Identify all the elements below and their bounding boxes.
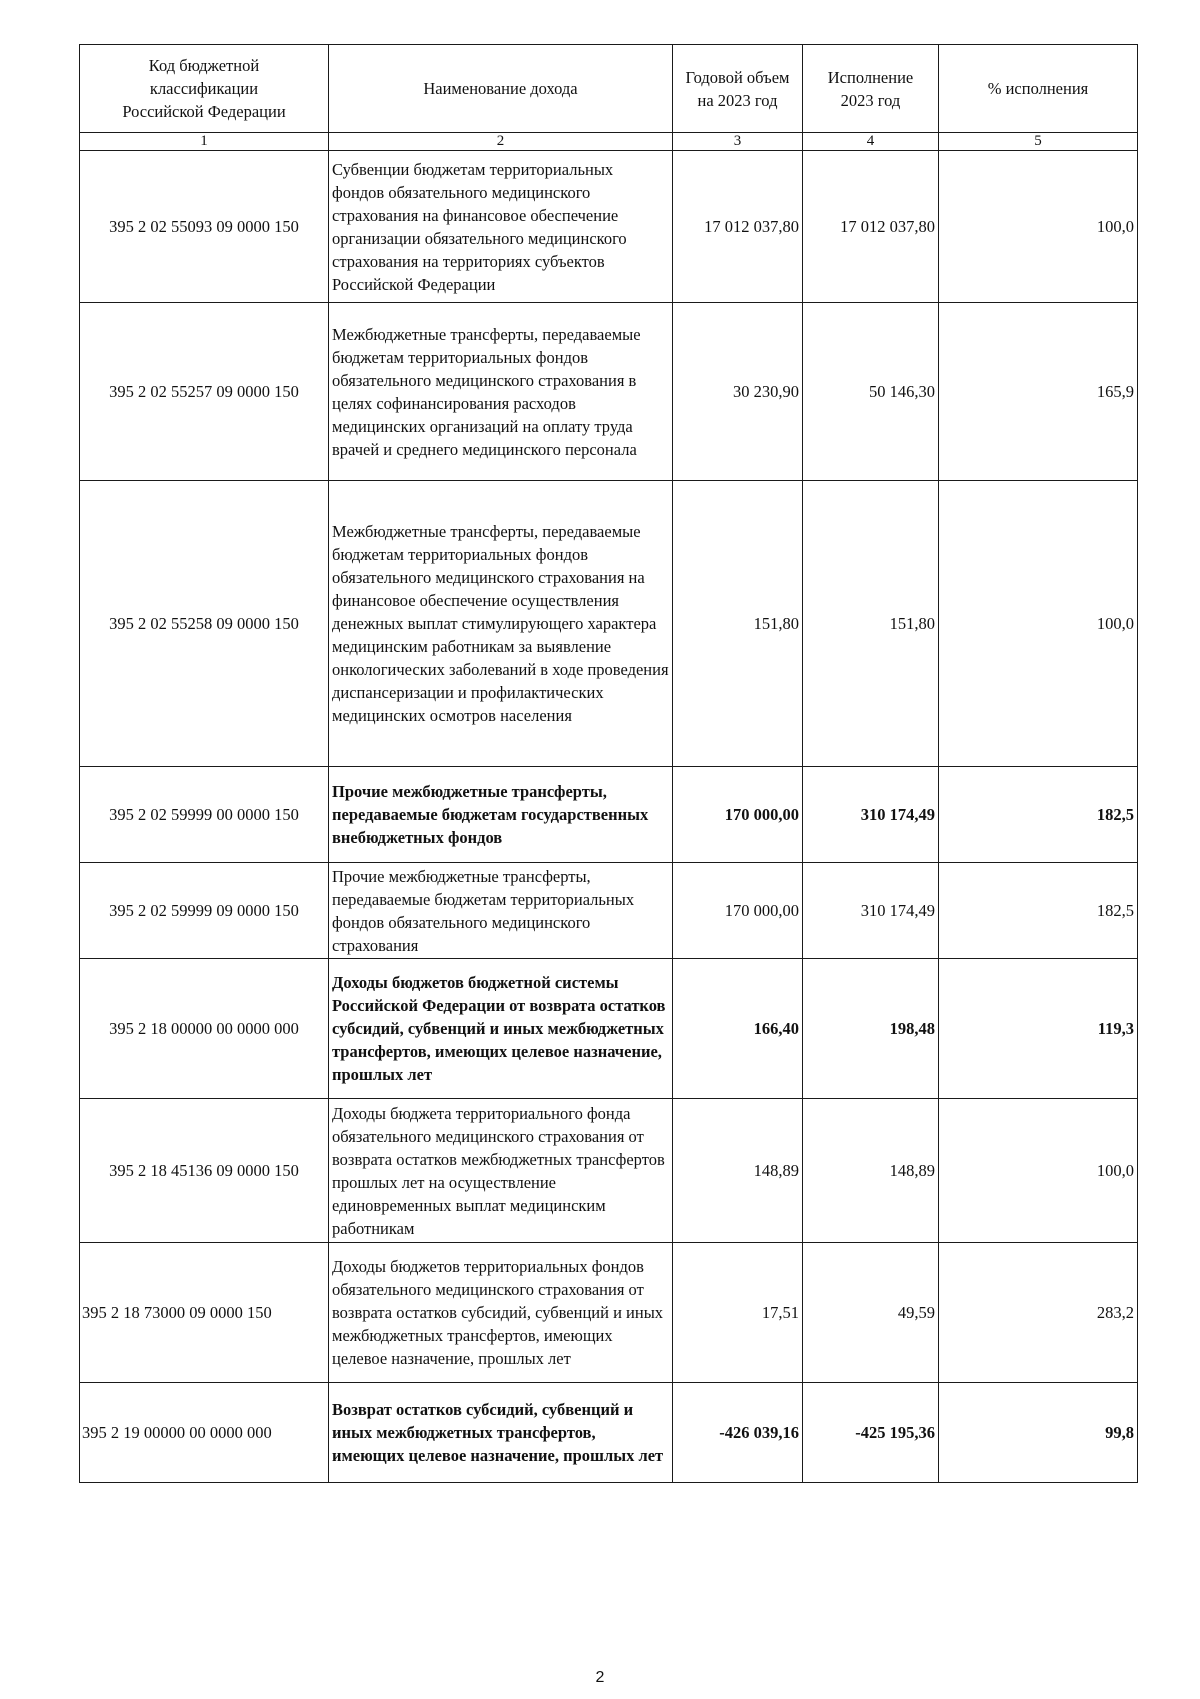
table-row	[80, 1243, 1138, 1383]
row-plan: -426 039,16	[673, 1383, 803, 1483]
row-fact: 148,89	[803, 1099, 939, 1243]
row-percent: 283,2	[939, 1243, 1138, 1383]
row-code: 395 2 02 55258 09 0000 150	[80, 481, 329, 767]
row-plan: 166,40	[673, 959, 803, 1099]
row-fact: 198,48	[803, 959, 939, 1099]
header-fact: Исполнение 2023 год	[803, 45, 939, 133]
row-percent: 182,5	[939, 863, 1138, 959]
row-fact: -425 195,36	[803, 1383, 939, 1483]
page-number: 2	[595, 1669, 605, 1686]
row-name: Прочие межбюджетные трансферты, передаваемые бюджетам территориальных фондов обязательного медицинского страхования	[329, 863, 673, 959]
row-percent: 165,9	[939, 303, 1138, 481]
row-name: Доходы бюджетов территориальных фондов обязательного медицинского страхования от возврата остатков субсидий, субвенций и иных межбюджетных трансфертов, имеющих целевое назначение, прошлых лет	[329, 1243, 673, 1383]
row-plan: 170 000,00	[673, 767, 803, 863]
row-code: 395 2 18 45136 09 0000 150	[80, 1099, 329, 1243]
header-plan: Годовой объем на 2023 год	[673, 45, 803, 133]
table-row	[80, 767, 1138, 863]
row-fact: 50 146,30	[803, 303, 939, 481]
row-name: Возврат остатков субсидий, субвенций и иных межбюджетных трансфертов, имеющих целевое назначение, прошлых лет	[329, 1383, 673, 1483]
row-plan: 17,51	[673, 1243, 803, 1383]
column-number: 4	[803, 133, 939, 151]
row-code: 395 2 18 73000 09 0000 150	[80, 1243, 329, 1383]
header-percent: % исполнения	[939, 45, 1138, 133]
row-code: 395 2 02 55257 09 0000 150	[80, 303, 329, 481]
row-code: 395 2 19 00000 00 0000 000	[80, 1383, 329, 1483]
row-fact: 310 174,49	[803, 767, 939, 863]
row-percent: 100,0	[939, 481, 1138, 767]
column-number: 2	[329, 133, 673, 151]
table-row	[80, 481, 1138, 767]
row-name: Доходы бюджета территориального фонда обязательного медицинского страхования от возврата остатков межбюджетных трансфертов прошлых лет на осуществление единовременных выплат медицинским работникам	[329, 1099, 673, 1243]
table-row	[80, 1383, 1138, 1483]
table-row	[80, 959, 1138, 1099]
row-percent: 100,0	[939, 151, 1138, 303]
header-name: Наименование дохода	[329, 45, 673, 133]
row-fact: 310 174,49	[803, 863, 939, 959]
row-percent: 119,3	[939, 959, 1138, 1099]
row-plan: 30 230,90	[673, 303, 803, 481]
row-fact: 151,80	[803, 481, 939, 767]
row-plan: 17 012 037,80	[673, 151, 803, 303]
row-plan: 148,89	[673, 1099, 803, 1243]
row-name: Доходы бюджетов бюджетной системы Российской Федерации от возврата остатков субсидий, субвенций и иных межбюджетных трансфертов, имеющих целевое назначение, прошлых лет	[329, 959, 673, 1099]
row-percent: 100,0	[939, 1099, 1138, 1243]
row-code: 395 2 02 59999 00 0000 150	[80, 767, 329, 863]
row-plan: 170 000,00	[673, 863, 803, 959]
row-percent: 99,8	[939, 1383, 1138, 1483]
budget-income-table	[79, 44, 1138, 1483]
row-name: Субвенции бюджетам территориальных фондов обязательного медицинского страхования на финансовое обеспечение организации обязательного медицинского страхования на территориях субъектов Российской Федерации	[329, 151, 673, 303]
table-row	[80, 1099, 1138, 1243]
row-code: 395 2 18 00000 00 0000 000	[80, 959, 329, 1099]
row-code: 395 2 02 59999 09 0000 150	[80, 863, 329, 959]
header-code: Код бюджетной классификации Российской Федерации	[80, 45, 329, 133]
column-number: 5	[939, 133, 1138, 151]
row-plan: 151,80	[673, 481, 803, 767]
column-number: 3	[673, 133, 803, 151]
table-row	[80, 863, 1138, 959]
row-code: 395 2 02 55093 09 0000 150	[80, 151, 329, 303]
row-name: Межбюджетные трансферты, передаваемые бюджетам территориальных фондов обязательного медицинского страхования на финансовое обеспечение осуществления денежных выплат стимулирующего характера медицинским работникам за выявление онкологических заболеваний в ходе проведения диспансеризации и профилактических медицинских осмотров населения	[329, 481, 673, 767]
table-row	[80, 151, 1138, 303]
column-number-row	[80, 133, 1138, 151]
column-number: 1	[80, 133, 329, 151]
row-name: Межбюджетные трансферты, передаваемые бюджетам территориальных фондов обязательного медицинского страхования в целях софинансирования расходов медицинских организаций на оплату труда врачей и среднего медицинского персонала	[329, 303, 673, 481]
table-header-row	[80, 45, 1138, 133]
row-name: Прочие межбюджетные трансферты, передаваемые бюджетам государственных внебюджетных фондов	[329, 767, 673, 863]
row-fact: 49,59	[803, 1243, 939, 1383]
row-percent: 182,5	[939, 767, 1138, 863]
table-row	[80, 303, 1138, 481]
row-fact: 17 012 037,80	[803, 151, 939, 303]
